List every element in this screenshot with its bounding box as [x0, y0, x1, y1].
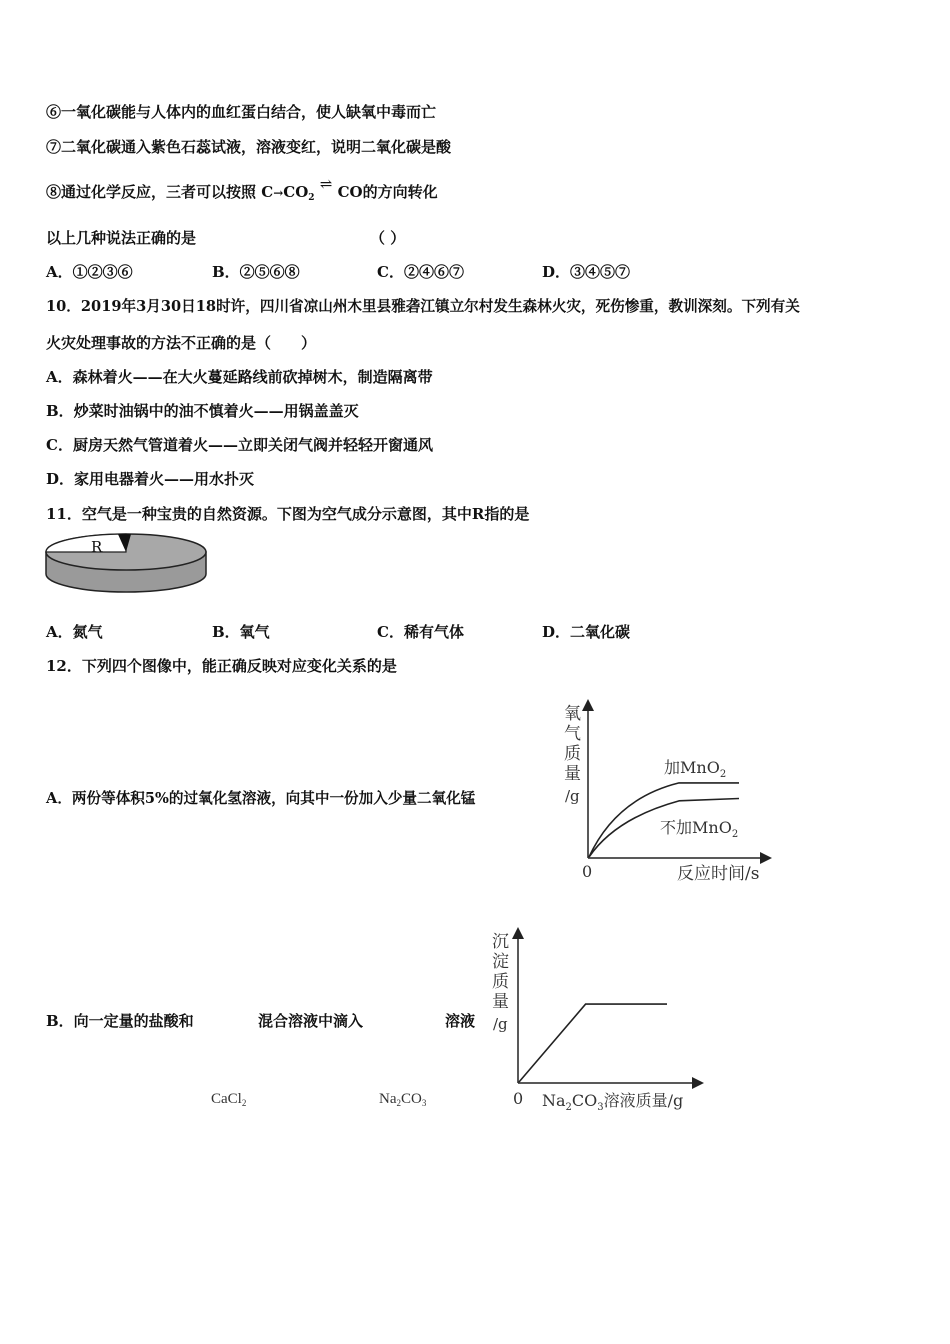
chart-b-series-precipitate — [519, 1004, 667, 1082]
q11-option-b: B．氧气 — [212, 623, 270, 641]
chart-a-origin: 0 — [582, 862, 593, 881]
q12-stem: 12．下列四个图像中，能正确反映对应变化关系的是 — [46, 657, 397, 675]
chart-b-ylabel-1: 淀 — [492, 952, 509, 972]
chart-b-origin: 0 — [513, 1089, 524, 1108]
q12-option-a: A．两份等体积5%的过氧化氢溶液，向其中一份加入少量二氧化锰 — [46, 790, 476, 807]
q9-option-d: D．③④⑤⑦ — [542, 263, 631, 281]
q10-option-b: B．炒菜时油锅中的油不慎着火——用锅盖盖灭 — [46, 402, 359, 420]
chart-a-label-with-mno2: 加MnO$_2$ — [664, 758, 727, 780]
q10-option-a: A．森林着火——在大火蔓延路线前砍掉树木，制造隔离带 — [46, 368, 433, 386]
q12-b-part3: 溶液 — [445, 1012, 476, 1030]
q11-option-d: D．二氧化碳 — [542, 623, 631, 641]
q11-option-a: A．氮气 — [46, 623, 103, 641]
q9-option-a: A．①②③⑥ — [46, 263, 133, 281]
chart-b-ylabel-3: 量 — [492, 992, 509, 1012]
q9-s8-equilibrium: ⇌ — [319, 175, 333, 193]
chart-a-label-without-mno2: 不加MnO$_2$ — [660, 818, 739, 840]
q9-s8-co2: CO — [283, 183, 309, 201]
q10-stem-line2: 火灾处理事故的方法不正确的是（ ） — [46, 334, 317, 352]
q12-option-b — [46, 1011, 194, 1031]
q12-b-part1: B．向一定量的盐酸和 — [46, 1012, 194, 1030]
formula-na2co3: $Na_2CO_3$ — [379, 1091, 427, 1108]
q9-s8-arrow: → — [273, 186, 284, 200]
chart-a-ylabel-0: 氧 — [564, 704, 581, 724]
q9-s8-prefix: ⑧通过化学反应，三者可以按照 — [46, 183, 257, 201]
chart-a-xlabel: 反应时间/s — [677, 864, 760, 884]
q9-statement-6: ⑥一氧化碳能与人体内的血红蛋白结合，使人缺氧中毒而亡 — [46, 103, 437, 121]
q9-statement-7: ⑦二氧化碳通入紫色石蕊试液，溶液变红，说明二氧化碳是酸 — [46, 138, 452, 156]
chart-a-ylabel-4: /g — [565, 787, 580, 805]
pie-slice-r — [46, 534, 126, 552]
q9-prompt: 以上几种说法正确的是 — [46, 229, 197, 247]
q9-s8-co2-sub: 2 — [308, 193, 315, 203]
q9-s8-c: C — [261, 183, 274, 201]
chart-b-ylabel-2: 质 — [492, 972, 509, 992]
chart-a-ylabel-1: 气 — [564, 724, 581, 744]
chart-b-precipitate-mass — [486, 925, 716, 1117]
q9-option-c: C．②④⑥⑦ — [377, 263, 464, 281]
chart-a-ylabel-2: 质 — [564, 744, 581, 764]
chart-b-xlabel: $Na_2CO_3$溶液质量/g — [542, 1091, 684, 1113]
q9-s8-suffix: 的方向转化 — [362, 183, 438, 201]
q10-option-d: D．家用电器着火——用水扑灭 — [46, 470, 255, 488]
air-composition-pie — [44, 532, 210, 596]
q9-answer-paren: （ ） — [370, 229, 406, 247]
formula-cacl2: CaCl$_2$ — [211, 1091, 247, 1108]
chart-b-ylabel-0: 沉 — [492, 932, 509, 952]
q11-stem: 11．空气是一种宝贵的自然资源。下图为空气成分示意图，其中R指的是 — [46, 505, 530, 523]
chart-a-oxygen-mass — [552, 695, 792, 890]
q9-option-b: B．②⑤⑥⑧ — [212, 263, 300, 281]
q9-s8-co: CO — [337, 183, 363, 201]
q10-option-c: C．厨房天然气管道着火——立即关闭气阀并轻轻开窗通风 — [46, 436, 433, 454]
chart-b-ylabel-4: /g — [493, 1015, 508, 1033]
q12-b-part2: 混合溶液中滴入 — [258, 1012, 364, 1030]
q10-stem-line1: 10．2019年3月30日18时许，四川省凉山州木里县雅砻江镇立尔村发生森林火灾，死伤惨重，教训深刻。下列有关 — [46, 298, 800, 315]
pie-label-r: R — [91, 538, 103, 556]
chart-a-ylabel-3: 量 — [564, 764, 581, 784]
q9-statement-8 — [46, 175, 438, 208]
q11-option-c: C．稀有气体 — [377, 623, 464, 641]
